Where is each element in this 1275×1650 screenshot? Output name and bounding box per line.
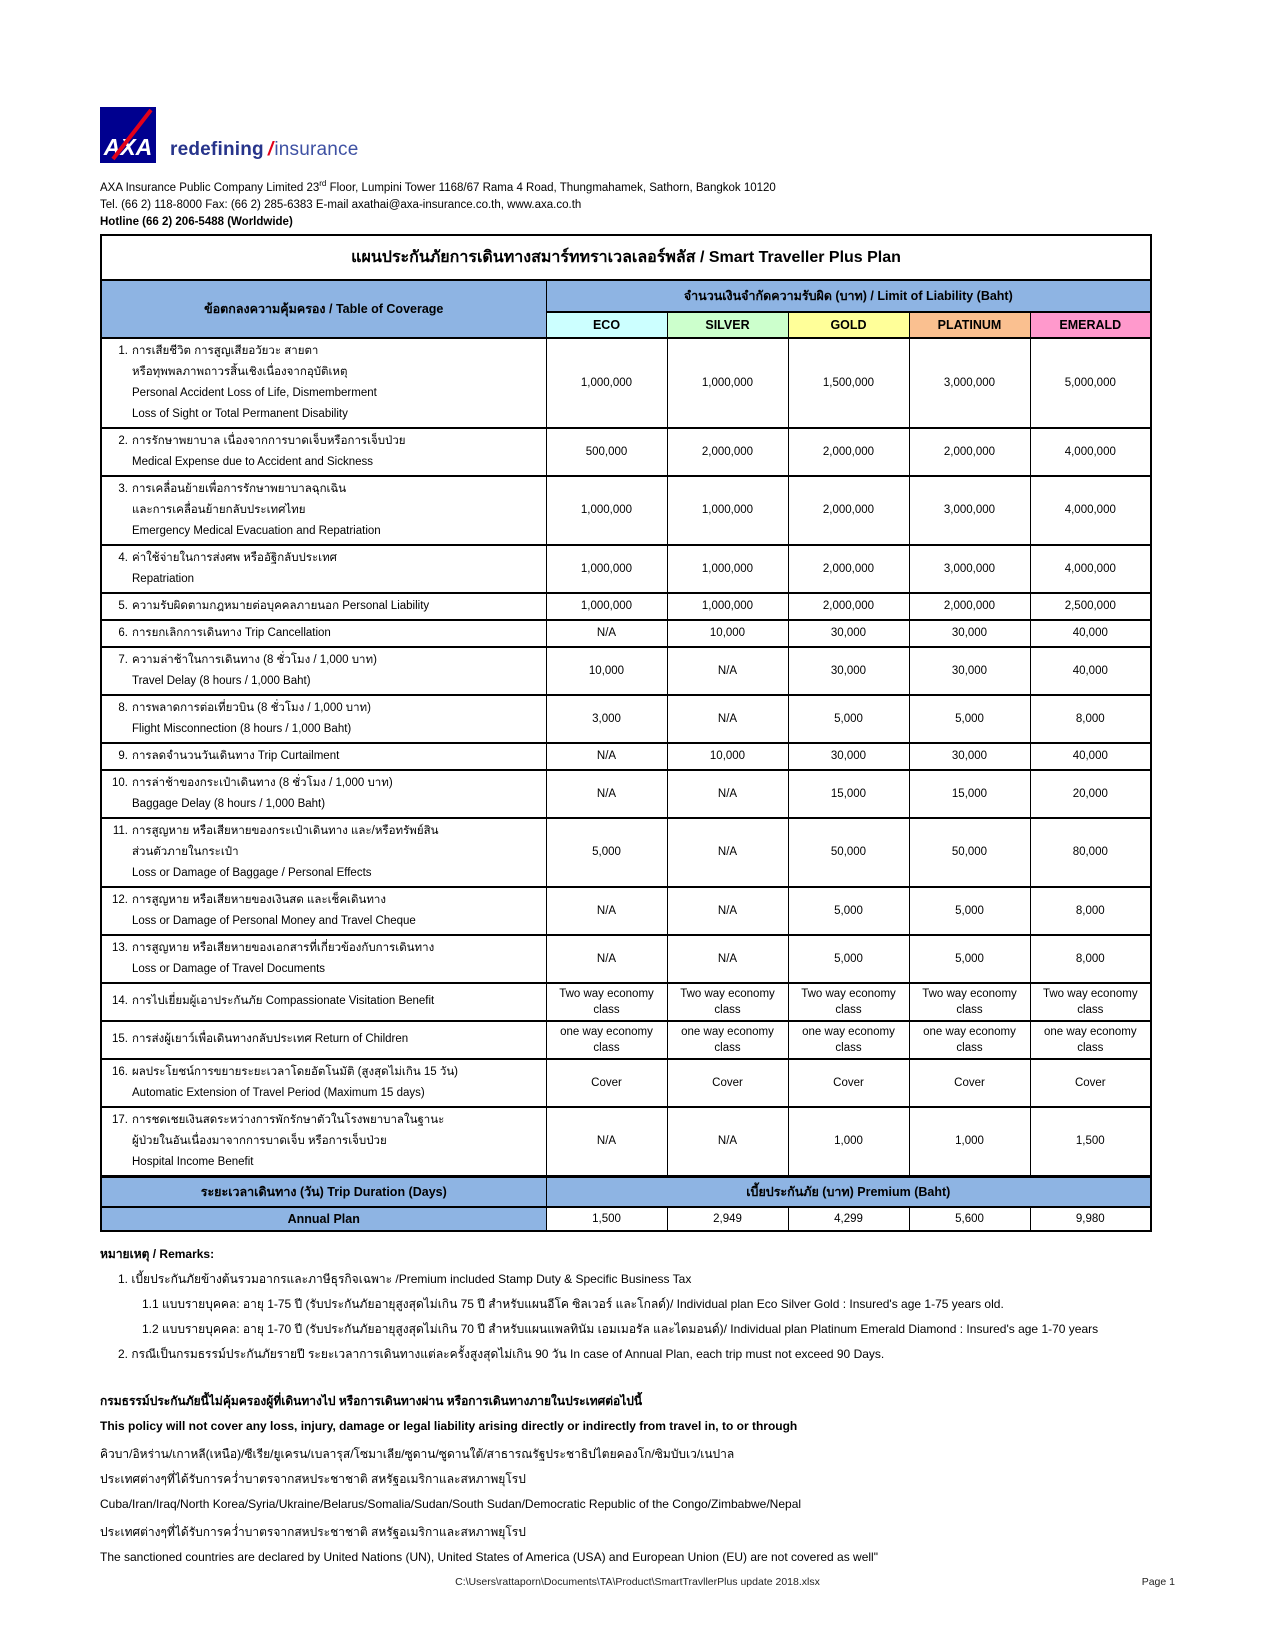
value-cell: 50,000 (788, 818, 909, 887)
value-cell: 1,000,000 (667, 545, 788, 593)
table-row (101, 1059, 1151, 1107)
coverage-line: 2. การรักษาพยาบาล เนื่องจากการบาดเจ็บหรือการเจ็บป่วย (108, 431, 542, 452)
value-cell: Cover (788, 1059, 909, 1107)
row-number: 15. (112, 1033, 128, 1046)
value-cell: 8,000 (1030, 695, 1151, 743)
coverage-cell (101, 545, 546, 593)
coverage-cell (101, 647, 546, 695)
table-row (101, 620, 1151, 647)
table-row (101, 743, 1151, 770)
coverage-cell (101, 620, 546, 647)
coverage-line: 13. การสูญหาย หรือเสียหายของเอกสารที่เกี่ยวข้องกับการเดินทาง (108, 938, 542, 959)
value-cell: 30,000 (909, 647, 1030, 695)
value-cell: N/A (667, 770, 788, 818)
row-number: 12. (112, 893, 128, 906)
annual-value-platinum: 5,600 (909, 1207, 1030, 1231)
value-cell: one way economy class (667, 1021, 788, 1059)
value-cell: 5,000,000 (1030, 338, 1151, 428)
table-row (101, 428, 1151, 476)
value-cell: Cover (546, 1059, 667, 1107)
annual-plan-label: Annual Plan (101, 1207, 546, 1231)
coverage-cell (101, 743, 546, 770)
value-cell: one way economy class (788, 1021, 909, 1059)
coverage-line: 5. ความรับผิดตามกฎหมายต่อบุคคลภายนอก Personal Liability (108, 596, 542, 617)
sanctioned-note-th-2: ประเทศต่างๆที่ได้รับการคว่ำบาตรจากสหประชาชาติ สหรัฐอเมริกาและสหภาพยุโรป (100, 1524, 526, 1539)
value-cell: 8,000 (1030, 935, 1151, 983)
row-number: 2. (118, 434, 128, 447)
exclusion-heading-en: This policy will not cover any loss, injury, damage or legal liability arising directly or indirectly from travel in, to or through (100, 1418, 798, 1433)
sanctioned-note-en: The sanctioned countries are declared by United Nations (UN), United States of America (USA) and European Union (EU) are not covered as well" (100, 1549, 878, 1564)
annual-plan-row (101, 1207, 1151, 1231)
value-cell: 80,000 (1030, 818, 1151, 887)
annual-value-gold: 4,299 (788, 1207, 909, 1231)
coverage-line: 16. ผลประโยชน์การขยายระยะเวลาโดยอัตโนมัติ (สูงสุดไม่เกิน 15 วัน) (108, 1062, 542, 1083)
value-cell: N/A (667, 818, 788, 887)
logo-block (100, 107, 1180, 163)
excluded-countries-th: คิวบา/อิหร่าน/เกาหลี(เหนือ)/ซีเรีย/ยูเครน/เบลารุส/โซมาเลีย/ซูดาน/ซูดานใต้/สาธารณรัฐประชาธิปไตยคองโก/ซิมบับเว/เนปาล (100, 1446, 735, 1461)
coverage-line: Automatic Extension of Travel Period (Maximum 15 days) (132, 1086, 425, 1099)
company-address (100, 175, 1180, 231)
table-row (101, 695, 1151, 743)
value-cell: 1,500,000 (788, 338, 909, 428)
coverage-cell (101, 428, 546, 476)
value-cell: 3,000,000 (909, 545, 1030, 593)
coverage-line: Repatriation (132, 572, 195, 585)
value-cell: 2,000,000 (788, 545, 909, 593)
value-cell: 1,000,000 (667, 476, 788, 545)
value-cell: 1,000,000 (546, 545, 667, 593)
tagline-redefining: redefining (170, 139, 264, 160)
coverage-line: Personal Accident Loss of Life, Dismemberment (132, 386, 377, 399)
coverage-line: 12. การสูญหาย หรือเสียหายของเงินสด และเช็คเดินทาง (108, 890, 542, 911)
page-footer (100, 1576, 1175, 1588)
value-cell: 15,000 (788, 770, 909, 818)
table-title-row (101, 235, 1151, 280)
table-header-group (101, 235, 1151, 338)
coverage-line: 14. การไปเยี่ยมผู้เอาประกันภัย Compassionate Visitation Benefit (108, 991, 542, 1012)
coverage-line: Emergency Medical Evacuation and Repatriation (132, 524, 381, 537)
footer-file-path: C:\Users\rattaporn\Documents\TA\Product\SmartTravllerPlus update 2018.xlsx (455, 1576, 820, 1588)
value-cell: 2,000,000 (667, 428, 788, 476)
value-cell: one way economy class (909, 1021, 1030, 1059)
value-cell: N/A (546, 1107, 667, 1177)
annual-value-emerald: 9,980 (1030, 1207, 1151, 1231)
table-row (101, 593, 1151, 620)
value-cell: 2,000,000 (788, 593, 909, 620)
value-cell: N/A (546, 770, 667, 818)
coverage-line: 6. การยกเลิกการเดินทาง Trip Cancellation (108, 623, 542, 644)
table-footer-group (101, 1176, 1151, 1231)
duration-row (101, 1176, 1151, 1207)
value-cell: Two way economy class (667, 983, 788, 1021)
value-cell: 10,000 (667, 743, 788, 770)
value-cell: 10,000 (546, 647, 667, 695)
page-number: Page 1 (1141, 1576, 1175, 1588)
coverage-rows (101, 338, 1151, 1177)
plan-header-platinum: PLATINUM (909, 312, 1030, 338)
value-cell: 4,000,000 (1030, 476, 1151, 545)
value-cell: N/A (546, 743, 667, 770)
value-cell: 5,000 (546, 818, 667, 887)
coverage-line: 1. การเสียชีวิต การสูญเสียอวัยวะ สายตา (108, 341, 542, 362)
coverage-line: Loss of Sight or Total Permanent Disability (132, 407, 348, 420)
address-line-1-text: AXA Insurance Public Company Limited 23 (100, 181, 320, 194)
value-cell: 5,000 (788, 887, 909, 935)
value-cell: 20,000 (1030, 770, 1151, 818)
value-cell: N/A (667, 935, 788, 983)
address-line-2: Tel. (66 2) 118-8000 Fax: (66 2) 285-6383 E-mail axathai@axa-insurance.co.th, www.axa.co.th (100, 198, 582, 211)
value-cell: Two way economy class (909, 983, 1030, 1021)
plan-header-silver: SILVER (667, 312, 788, 338)
coverage-line: 17. การชดเชยเงินสดระหว่างการพักรักษาตัวในโรงพยาบาลในฐานะ (108, 1110, 542, 1131)
table-row (101, 1107, 1151, 1177)
remark-item-1: 1. เบี้ยประกันภัยข้างต้นรวมอากรและภาษีธุรกิจเฉพาะ /Premium included Stamp Duty & Specific Business Tax (118, 1271, 692, 1286)
address-line-1 (100, 175, 1180, 197)
value-cell: Two way economy class (788, 983, 909, 1021)
value-cell: 4,000,000 (1030, 545, 1151, 593)
value-cell: 30,000 (788, 647, 909, 695)
value-cell: 1,000,000 (667, 593, 788, 620)
value-cell: 2,000,000 (909, 593, 1030, 620)
table-row (101, 647, 1151, 695)
coverage-line: 3. การเคลื่อนย้ายเพื่อการรักษาพยาบาลฉุกเฉิน (108, 479, 542, 500)
value-cell: 1,000 (909, 1107, 1030, 1177)
row-number: 14. (112, 995, 128, 1008)
liability-header-row (101, 280, 1151, 312)
row-number: 6. (118, 626, 128, 639)
value-cell: 4,000,000 (1030, 428, 1151, 476)
address-ordinal-sup: rd (319, 179, 327, 188)
coverage-line: 15. การส่งผู้เยาว์เพื่อเดินทางกลับประเทศ Return of Children (108, 1029, 542, 1050)
row-number: 11. (112, 824, 128, 837)
coverage-cell (101, 338, 546, 428)
value-cell: N/A (546, 887, 667, 935)
row-number: 1. (118, 344, 128, 357)
tagline-slash: / (267, 139, 274, 160)
plan-table (100, 234, 1152, 1232)
value-cell: 40,000 (1030, 743, 1151, 770)
coverage-cell (101, 983, 546, 1021)
row-number: 16. (112, 1065, 128, 1078)
row-number: 3. (118, 482, 128, 495)
value-cell: 10,000 (667, 620, 788, 647)
value-cell: 8,000 (1030, 887, 1151, 935)
coverage-line: Loss or Damage of Travel Documents (132, 962, 326, 975)
value-cell: 3,000,000 (909, 338, 1030, 428)
value-cell: 500,000 (546, 428, 667, 476)
coverage-cell (101, 770, 546, 818)
value-cell: 1,000,000 (667, 338, 788, 428)
plan-header-eco: ECO (546, 312, 667, 338)
coverage-cell (101, 476, 546, 545)
table-row (101, 887, 1151, 935)
coverage-line: 4. ค่าใช้จ่ายในการส่งศพ หรืออัฐิกลับประเทศ (108, 548, 542, 569)
value-cell: 5,000 (909, 695, 1030, 743)
exclusions-section (100, 1389, 1180, 1570)
value-cell: 15,000 (909, 770, 1030, 818)
value-cell: 3,000,000 (909, 476, 1030, 545)
value-cell: 1,000,000 (546, 338, 667, 428)
row-number: 8. (118, 701, 128, 714)
table-row (101, 545, 1151, 593)
coverage-cell (101, 818, 546, 887)
liability-header: จำนวนเงินจำกัดความรับผิด (บาท) / Limit of Liability (Baht) (546, 280, 1151, 312)
coverage-cell (101, 935, 546, 983)
row-number: 10. (112, 776, 128, 789)
page-title: แผนประกันภัยการเดินทางสมาร์ททราเวลเลอร์พลัส / Smart Traveller Plus Plan (101, 235, 1151, 280)
value-cell: N/A (667, 1107, 788, 1177)
coverage-line: หรือทุพพลภาพถาวรสิ้นเชิงเนื่องจากอุบัติเหตุ (132, 365, 348, 378)
row-number: 17. (112, 1113, 128, 1126)
remark-item-1-1: 1.1 แบบรายบุคคล: อายุ 1-75 ปี (รับประกันภัยอายุสูงสุดไม่เกิน 75 ปี สำหรับแผนอีโค ซิลเวอร์ และโกลด์)/ Individual plan Eco Silver Gold : Insured's age 1-75 years old. (142, 1296, 1004, 1311)
value-cell: one way economy class (546, 1021, 667, 1059)
coverage-cell (101, 1059, 546, 1107)
value-cell: 40,000 (1030, 620, 1151, 647)
value-cell: 30,000 (788, 620, 909, 647)
value-cell: 3,000 (546, 695, 667, 743)
value-cell: one way economy class (1030, 1021, 1151, 1059)
coverage-line: และการเคลื่อนย้ายกลับประเทศไทย (132, 503, 306, 516)
value-cell: 40,000 (1030, 647, 1151, 695)
exclusion-heading-th: กรมธรรม์ประกันภัยนี้ไม่คุ้มครองผู้ที่เดินทางไป หรือการเดินทางผ่าน หรือการเดินทางภายในประเทศต่อไปนี้ (100, 1393, 643, 1408)
value-cell: 2,000,000 (909, 428, 1030, 476)
table-row (101, 1021, 1151, 1059)
tagline-insurance: insurance (274, 139, 359, 160)
value-cell: 2,500,000 (1030, 593, 1151, 620)
value-cell: 5,000 (788, 695, 909, 743)
brand-tagline (170, 139, 359, 163)
coverage-line: Baggage Delay (8 hours / 1,000 Baht) (132, 797, 326, 810)
table-row (101, 338, 1151, 428)
coverage-line: ผู้ป่วยในอันเนื่องมาจากการบาดเจ็บ หรือการเจ็บป่วย (132, 1134, 387, 1147)
value-cell: 1,000,000 (546, 593, 667, 620)
hotline-line: Hotline (66 2) 206-5488 (Worldwide) (100, 215, 293, 228)
coverage-header: ข้อตกลงความคุ้มครอง / Table of Coverage (101, 280, 546, 338)
coverage-cell (101, 887, 546, 935)
value-cell: Cover (1030, 1059, 1151, 1107)
value-cell: Cover (667, 1059, 788, 1107)
coverage-cell (101, 695, 546, 743)
row-number: 9. (118, 749, 128, 762)
value-cell: Cover (909, 1059, 1030, 1107)
coverage-line: Hospital Income Benefit (132, 1155, 254, 1168)
coverage-line: 7. ความล่าช้าในการเดินทาง (8 ชั่วโมง / 1,000 บาท) (108, 650, 542, 671)
table-row (101, 770, 1151, 818)
coverage-line: Flight Misconnection (8 hours / 1,000 Baht) (132, 722, 352, 735)
remark-item-2: 2. กรณีเป็นกรมธรรม์ประกันภัยรายปี ระยะเวลาการเดินทางแต่ละครั้งสูงสุดไม่เกิน 90 วัน In case of Annual Plan, each trip must not exceed 90 Days. (118, 1346, 885, 1361)
coverage-line: Loss or Damage of Personal Money and Travel Cheque (132, 914, 416, 927)
coverage-line: 9. การลดจำนวนวันเดินทาง Trip Curtailment (108, 746, 542, 767)
table-row (101, 935, 1151, 983)
row-number: 13. (112, 941, 128, 954)
coverage-line: Loss or Damage of Baggage / Personal Effects (132, 866, 372, 879)
value-cell: N/A (667, 887, 788, 935)
value-cell: 1,000,000 (546, 476, 667, 545)
table-row (101, 983, 1151, 1021)
coverage-cell (101, 593, 546, 620)
value-cell: 30,000 (909, 620, 1030, 647)
coverage-line: Travel Delay (8 hours / 1,000 Baht) (132, 674, 311, 687)
logo-brand-text: AXA (103, 134, 153, 160)
value-cell: N/A (546, 620, 667, 647)
annual-value-silver: 2,949 (667, 1207, 788, 1231)
coverage-cell (101, 1107, 546, 1177)
coverage-line: 11. การสูญหาย หรือเสียหายของกระเป๋าเดินทาง และ/หรือทรัพย์สิน (108, 821, 542, 842)
annual-value-eco: 1,500 (546, 1207, 667, 1231)
value-cell: 30,000 (788, 743, 909, 770)
value-cell: 50,000 (909, 818, 1030, 887)
plan-header-gold: GOLD (788, 312, 909, 338)
coverage-cell (101, 1021, 546, 1059)
coverage-line: 10. การล่าช้าของกระเป๋าเดินทาง (8 ชั่วโมง / 1,000 บาท) (108, 773, 542, 794)
remarks-title: หมายเหตุ / Remarks: (100, 1246, 215, 1261)
value-cell: 5,000 (788, 935, 909, 983)
coverage-line: Medical Expense due to Accident and Sickness (132, 455, 374, 468)
table-row (101, 818, 1151, 887)
value-cell: N/A (667, 647, 788, 695)
value-cell: 2,000,000 (788, 476, 909, 545)
duration-label: ระยะเวลาเดินทาง (วัน) Trip Duration (Days) (101, 1176, 546, 1207)
remarks-section (100, 1242, 1180, 1367)
row-number: 5. (118, 599, 128, 612)
value-cell: 5,000 (909, 935, 1030, 983)
excluded-countries-en: Cuba/Iran/Iraq/North Korea/Syria/Ukraine/Belarus/Somalia/Sudan/South Sudan/Democratic Republic of the Congo/Zimbabwe/Nepal (100, 1496, 802, 1511)
address-line-1-rest: Floor, Lumpini Tower 1168/67 Rama 4 Road, Thungmahamek, Sathorn, Bangkok 10120 (326, 181, 776, 194)
axa-logo (100, 107, 156, 163)
value-cell: Two way economy class (1030, 983, 1151, 1021)
value-cell: Two way economy class (546, 983, 667, 1021)
value-cell: 1,000 (788, 1107, 909, 1177)
remark-item-1-2: 1.2 แบบรายบุคคล: อายุ 1-70 ปี (รับประกันภัยอายุสูงสุดไม่เกิน 70 ปี สำหรับแผนแพลทินัม เอมเมอรัล และไดมอนด์)/ Individual plan Platinum Emerald Diamond : Insured's age 1-70 years (142, 1321, 1099, 1336)
row-number: 4. (118, 551, 128, 564)
value-cell: 30,000 (909, 743, 1030, 770)
sanctioned-note-th-1: ประเทศต่างๆที่ได้รับการคว่ำบาตรจากสหประชาชาติ สหรัฐอเมริกาและสหภาพยุโรป (100, 1471, 526, 1486)
premium-label: เบี้ยประกันภัย (บาท) Premium (Baht) (546, 1176, 1151, 1207)
plan-header-emerald: EMERALD (1030, 312, 1151, 338)
table-row (101, 476, 1151, 545)
value-cell: 1,500 (1030, 1107, 1151, 1177)
coverage-line: ส่วนตัวภายในกระเป๋า (132, 845, 239, 858)
coverage-line: 8. การพลาดการต่อเที่ยวบิน (8 ชั่วโมง / 1,000 บาท) (108, 698, 542, 719)
value-cell: 2,000,000 (788, 428, 909, 476)
row-number: 7. (118, 653, 128, 666)
value-cell: N/A (667, 695, 788, 743)
value-cell: N/A (546, 935, 667, 983)
value-cell: 5,000 (909, 887, 1030, 935)
